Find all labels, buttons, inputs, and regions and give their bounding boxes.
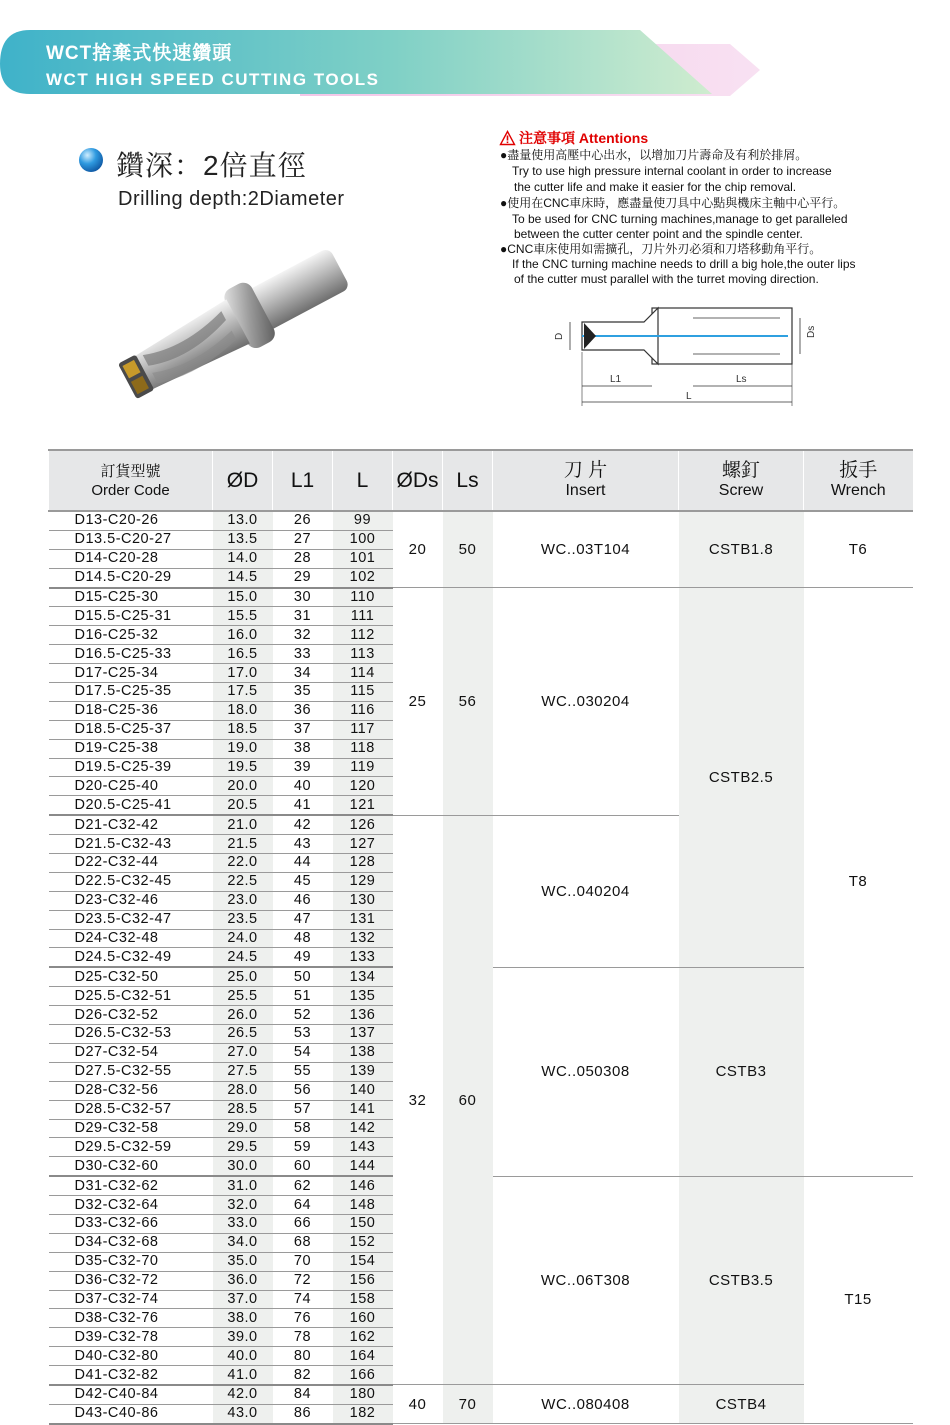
- attention-line: between the cutter center point and the spindle center.: [514, 227, 803, 241]
- cell-code: D19.5-C25-39: [49, 758, 213, 777]
- banner-title: WCT捨棄式快速鑽頭: [46, 43, 233, 64]
- cell-code: D28.5-C32-57: [49, 1100, 213, 1119]
- cell-l: 112: [333, 626, 393, 645]
- cell-l1: 78: [273, 1328, 333, 1347]
- cell-l1: 43: [273, 835, 333, 854]
- diagram-label-d: D: [554, 332, 565, 340]
- cell-d: 37.0: [213, 1290, 273, 1309]
- header-ds: ØDs: [393, 450, 443, 511]
- cell-l: 141: [333, 1100, 393, 1119]
- cell-insert: WC..040204: [493, 815, 679, 967]
- cell-l: 120: [333, 777, 393, 796]
- cell-d: 22.0: [213, 854, 273, 873]
- cell-l1: 32: [273, 626, 333, 645]
- header-order-code: 訂貨型號 Order Code: [49, 450, 213, 511]
- cell-l: 164: [333, 1347, 393, 1366]
- cell-d: 19.5: [213, 758, 273, 777]
- cell-l1: 36: [273, 701, 333, 720]
- header-wrench: 扳手 Wrench: [804, 450, 913, 511]
- cell-insert: WC..030204: [493, 588, 679, 816]
- cell-l: 102: [333, 568, 393, 587]
- cell-l1: 53: [273, 1025, 333, 1044]
- cell-d: 25.5: [213, 987, 273, 1006]
- cell-l1: 60: [273, 1157, 333, 1176]
- cell-insert: WC..03T104: [493, 511, 679, 588]
- cell-code: D40-C32-80: [49, 1347, 213, 1366]
- cell-l1: 33: [273, 645, 333, 664]
- cell-d: 24.0: [213, 929, 273, 948]
- cell-d: 35.0: [213, 1252, 273, 1271]
- cell-code: D39-C32-78: [49, 1328, 213, 1347]
- cell-code: D22-C32-44: [49, 854, 213, 873]
- cell-l: 118: [333, 739, 393, 758]
- header-ls: Ls: [443, 450, 493, 511]
- cell-code: D31-C32-62: [49, 1176, 213, 1195]
- cell-l: 114: [333, 664, 393, 683]
- cell-l: 126: [333, 815, 393, 834]
- cell-code: D15.5-C25-31: [49, 607, 213, 626]
- cell-l1: 66: [273, 1214, 333, 1233]
- cell-d: 27.0: [213, 1043, 273, 1062]
- cell-d: 26.5: [213, 1025, 273, 1044]
- attentions-heading-text: 注意事項 Attentions: [519, 130, 649, 146]
- cell-code: D27.5-C32-55: [49, 1062, 213, 1081]
- cell-l1: 59: [273, 1138, 333, 1157]
- cell-l1: 52: [273, 1006, 333, 1025]
- cell-code: D23-C32-46: [49, 891, 213, 910]
- cell-l1: 57: [273, 1100, 333, 1119]
- cell-code: D25-C32-50: [49, 967, 213, 986]
- cell-l1: 58: [273, 1119, 333, 1138]
- cell-l1: 72: [273, 1271, 333, 1290]
- cell-l: 150: [333, 1214, 393, 1233]
- cell-code: D30-C32-60: [49, 1157, 213, 1176]
- cell-d: 17.5: [213, 683, 273, 702]
- cell-code: D37-C32-74: [49, 1290, 213, 1309]
- cell-l1: 49: [273, 948, 333, 967]
- diagram-label-ls: Ls: [736, 374, 747, 385]
- cell-l: 132: [333, 929, 393, 948]
- cell-code: D22.5-C32-45: [49, 872, 213, 891]
- header-l: L: [333, 450, 393, 511]
- cell-d: 18.5: [213, 720, 273, 739]
- header-insert: 刀 片 Insert: [493, 450, 679, 511]
- cell-l: 101: [333, 549, 393, 568]
- cell-l1: 76: [273, 1309, 333, 1328]
- cell-l1: 34: [273, 664, 333, 683]
- cell-l: 111: [333, 607, 393, 626]
- cell-code: D42-C40-84: [49, 1385, 213, 1404]
- drill-dimension-diagram: [548, 298, 817, 410]
- cell-code: D24-C32-48: [49, 929, 213, 948]
- cell-l: 140: [333, 1081, 393, 1100]
- warning-icon: [500, 131, 515, 145]
- cell-l1: 35: [273, 683, 333, 702]
- cell-code: D29.5-C32-59: [49, 1138, 213, 1157]
- cell-code: D25.5-C32-51: [49, 987, 213, 1006]
- attention-line: ●盡量使用高壓中心出水，以增加刀片壽命及有利於排屑。: [500, 148, 808, 162]
- cell-d: 16.5: [213, 645, 273, 664]
- cell-ds: 40: [393, 1385, 443, 1424]
- cell-d: 32.0: [213, 1196, 273, 1215]
- header-d: ØD: [213, 450, 273, 511]
- section-subtitle: Drilling depth:2Diameter: [118, 188, 345, 210]
- cell-l1: 37: [273, 720, 333, 739]
- cell-l: 115: [333, 683, 393, 702]
- cell-l: 162: [333, 1328, 393, 1347]
- cell-wrench: T15: [804, 1176, 913, 1424]
- cell-l: 99: [333, 511, 393, 530]
- cell-d: 29.0: [213, 1119, 273, 1138]
- cell-d: 27.5: [213, 1062, 273, 1081]
- cell-d: 17.0: [213, 664, 273, 683]
- cell-code: D36-C32-72: [49, 1271, 213, 1290]
- cell-screw: CSTB3.5: [679, 1176, 804, 1385]
- cell-l1: 45: [273, 872, 333, 891]
- cell-l: 148: [333, 1196, 393, 1215]
- cell-l: 100: [333, 530, 393, 549]
- cell-l: 130: [333, 891, 393, 910]
- cell-d: 38.0: [213, 1309, 273, 1328]
- cell-l1: 62: [273, 1176, 333, 1195]
- cell-l: 158: [333, 1290, 393, 1309]
- bullet-sphere-icon: [78, 147, 104, 173]
- cell-d: 42.0: [213, 1385, 273, 1404]
- cell-code: D14-C20-28: [49, 549, 213, 568]
- attentions-heading: [500, 128, 648, 148]
- cell-d: 36.0: [213, 1271, 273, 1290]
- cell-d: 34.0: [213, 1233, 273, 1252]
- cell-l1: 47: [273, 910, 333, 929]
- cell-l1: 38: [273, 739, 333, 758]
- cell-code: D26.5-C32-53: [49, 1025, 213, 1044]
- cell-l: 137: [333, 1025, 393, 1044]
- cell-ds: 25: [393, 588, 443, 816]
- cell-insert: WC..06T308: [493, 1176, 679, 1385]
- cell-d: 18.0: [213, 701, 273, 720]
- cell-l1: 29: [273, 568, 333, 587]
- cell-d: 20.0: [213, 777, 273, 796]
- cell-l1: 46: [273, 891, 333, 910]
- cell-d: 21.0: [213, 815, 273, 834]
- banner-subtitle: WCT HIGH SPEED CUTTING TOOLS: [46, 70, 380, 89]
- cell-l: 156: [333, 1271, 393, 1290]
- cell-d: 21.5: [213, 835, 273, 854]
- cell-ls: 70: [443, 1385, 493, 1424]
- cell-code: D24.5-C32-49: [49, 948, 213, 967]
- cell-d: 13.0: [213, 511, 273, 530]
- cell-l1: 26: [273, 511, 333, 530]
- header-screw: 螺釘 Screw: [679, 450, 804, 511]
- cell-d: 15.5: [213, 607, 273, 626]
- cell-d: 15.0: [213, 588, 273, 607]
- cell-d: 29.5: [213, 1138, 273, 1157]
- cell-ls: 60: [443, 815, 493, 1385]
- cell-d: 14.5: [213, 568, 273, 587]
- attention-line: ●CNC車床使用如需擴孔，刀片外刃必須和刀塔移動角平行。: [500, 242, 822, 256]
- cell-d: 23.5: [213, 910, 273, 929]
- cell-code: D33-C32-66: [49, 1214, 213, 1233]
- cell-l1: 31: [273, 607, 333, 626]
- cell-code: D17.5-C25-35: [49, 683, 213, 702]
- cell-l1: 82: [273, 1366, 333, 1385]
- cell-l1: 70: [273, 1252, 333, 1271]
- cell-l: 121: [333, 796, 393, 815]
- attention-line: the cutter life and make it easier for the chip removal.: [514, 180, 797, 194]
- cell-d: 30.0: [213, 1157, 273, 1176]
- cell-l: 117: [333, 720, 393, 739]
- cell-l1: 55: [273, 1062, 333, 1081]
- cell-code: D16-C25-32: [49, 626, 213, 645]
- cell-l: 136: [333, 1006, 393, 1025]
- cell-d: 13.5: [213, 530, 273, 549]
- cell-l1: 42: [273, 815, 333, 834]
- cell-l1: 41: [273, 796, 333, 815]
- attention-line: ●使用在CNC車床時，應盡量使刀具中心點與機床主軸中心平行。: [500, 196, 846, 210]
- cell-ds: 20: [393, 511, 443, 588]
- cell-code: D13-C20-26: [49, 511, 213, 530]
- cell-l: 143: [333, 1138, 393, 1157]
- cell-code: D16.5-C25-33: [49, 645, 213, 664]
- cell-wrench: T6: [804, 511, 913, 588]
- cell-code: D38-C32-76: [49, 1309, 213, 1328]
- table-row: [49, 1385, 913, 1404]
- table-body: [49, 511, 913, 1424]
- diagram-label-l: L: [686, 391, 692, 402]
- cell-code: D41-C32-82: [49, 1366, 213, 1385]
- cell-code: D20-C25-40: [49, 777, 213, 796]
- cell-d: 33.0: [213, 1214, 273, 1233]
- cell-d: 43.0: [213, 1404, 273, 1423]
- cell-insert: WC..080408: [493, 1385, 679, 1424]
- cell-l: 154: [333, 1252, 393, 1271]
- cell-d: 24.5: [213, 948, 273, 967]
- cell-screw: CSTB2.5: [679, 588, 804, 968]
- cell-code: D15-C25-30: [49, 588, 213, 607]
- header-l1: L1: [273, 450, 333, 511]
- cell-code: D27-C32-54: [49, 1043, 213, 1062]
- cell-l1: 28: [273, 549, 333, 568]
- cell-code: D34-C32-68: [49, 1233, 213, 1252]
- cell-code: D43-C40-86: [49, 1404, 213, 1423]
- cell-d: 14.0: [213, 549, 273, 568]
- table-row: [49, 511, 913, 530]
- cell-ls: 56: [443, 588, 493, 816]
- cell-code: D23.5-C32-47: [49, 910, 213, 929]
- cell-l: 144: [333, 1157, 393, 1176]
- cell-code: D14.5-C20-29: [49, 568, 213, 587]
- cell-ds: 32: [393, 815, 443, 1385]
- cell-d: 28.0: [213, 1081, 273, 1100]
- cell-l: 119: [333, 758, 393, 777]
- cell-code: D19-C25-38: [49, 739, 213, 758]
- cell-l1: 84: [273, 1385, 333, 1404]
- cell-l: 142: [333, 1119, 393, 1138]
- cell-l: 166: [333, 1366, 393, 1385]
- cell-d: 25.0: [213, 967, 273, 986]
- cell-d: 20.5: [213, 796, 273, 815]
- cell-screw: CSTB4: [679, 1385, 804, 1424]
- cell-l: 128: [333, 854, 393, 873]
- cell-d: 31.0: [213, 1176, 273, 1195]
- cell-l: 139: [333, 1062, 393, 1081]
- cell-l1: 39: [273, 758, 333, 777]
- cell-l: 116: [333, 701, 393, 720]
- cell-code: D17-C25-34: [49, 664, 213, 683]
- cell-screw: CSTB3: [679, 967, 804, 1176]
- cell-l1: 80: [273, 1347, 333, 1366]
- cell-code: D28-C32-56: [49, 1081, 213, 1100]
- attention-line: Try to use high pressure internal coolant in order to increase: [512, 164, 832, 178]
- cell-l: 131: [333, 910, 393, 929]
- cell-l: 110: [333, 588, 393, 607]
- cell-l1: 86: [273, 1404, 333, 1423]
- cell-code: D20.5-C25-41: [49, 796, 213, 815]
- cell-d: 26.0: [213, 1006, 273, 1025]
- cell-l1: 56: [273, 1081, 333, 1100]
- cell-l: 133: [333, 948, 393, 967]
- cell-d: 28.5: [213, 1100, 273, 1119]
- cell-d: 40.0: [213, 1347, 273, 1366]
- cell-l1: 54: [273, 1043, 333, 1062]
- cell-code: D18-C25-36: [49, 701, 213, 720]
- cell-l1: 44: [273, 854, 333, 873]
- cell-code: D26-C32-52: [49, 1006, 213, 1025]
- cell-l: 135: [333, 987, 393, 1006]
- cell-code: D21.5-C32-43: [49, 835, 213, 854]
- attention-line: If the CNC turning machine needs to drill a big hole,the outer lips: [512, 257, 856, 271]
- cell-l1: 30: [273, 588, 333, 607]
- cell-l1: 64: [273, 1196, 333, 1215]
- cell-l: 127: [333, 835, 393, 854]
- cell-d: 23.0: [213, 891, 273, 910]
- cell-code: D29-C32-58: [49, 1119, 213, 1138]
- cell-l: 146: [333, 1176, 393, 1195]
- cell-screw: CSTB1.8: [679, 511, 804, 588]
- cell-l: 134: [333, 967, 393, 986]
- cell-code: D32-C32-64: [49, 1196, 213, 1215]
- cell-code: D13.5-C20-27: [49, 530, 213, 549]
- cell-d: 41.0: [213, 1366, 273, 1385]
- drill-product-image: [110, 240, 370, 410]
- spec-table: [48, 449, 913, 1425]
- table-header-row: [49, 450, 913, 511]
- cell-insert: WC..050308: [493, 967, 679, 1176]
- cell-l: 182: [333, 1404, 393, 1423]
- table-row: [49, 588, 913, 607]
- cell-code: D18.5-C25-37: [49, 720, 213, 739]
- cell-l1: 68: [273, 1233, 333, 1252]
- cell-l: 113: [333, 645, 393, 664]
- cell-l: 138: [333, 1043, 393, 1062]
- cell-l1: 48: [273, 929, 333, 948]
- diagram-label-l1: L1: [610, 374, 622, 385]
- cell-l: 129: [333, 872, 393, 891]
- cell-d: 19.0: [213, 739, 273, 758]
- cell-l: 160: [333, 1309, 393, 1328]
- cell-d: 16.0: [213, 626, 273, 645]
- cell-ls: 50: [443, 511, 493, 588]
- cell-l: 152: [333, 1233, 393, 1252]
- cell-l1: 50: [273, 967, 333, 986]
- cell-l1: 74: [273, 1290, 333, 1309]
- attention-line: To be used for CNC turning machines,manage to get paralleled: [512, 212, 848, 226]
- section-title: 鑽深：2倍直徑: [116, 150, 307, 181]
- cell-d: 22.5: [213, 872, 273, 891]
- diagram-label-ds: Ds: [806, 325, 817, 338]
- cell-d: 39.0: [213, 1328, 273, 1347]
- cell-code: D35-C32-70: [49, 1252, 213, 1271]
- cell-wrench: T8: [804, 588, 913, 1177]
- cell-l1: 51: [273, 987, 333, 1006]
- cell-l: 180: [333, 1385, 393, 1404]
- attention-line: of the cutter must parallel with the turret moving direction.: [514, 272, 819, 286]
- cell-code: D21-C32-42: [49, 815, 213, 834]
- cell-l1: 27: [273, 530, 333, 549]
- cell-l1: 40: [273, 777, 333, 796]
